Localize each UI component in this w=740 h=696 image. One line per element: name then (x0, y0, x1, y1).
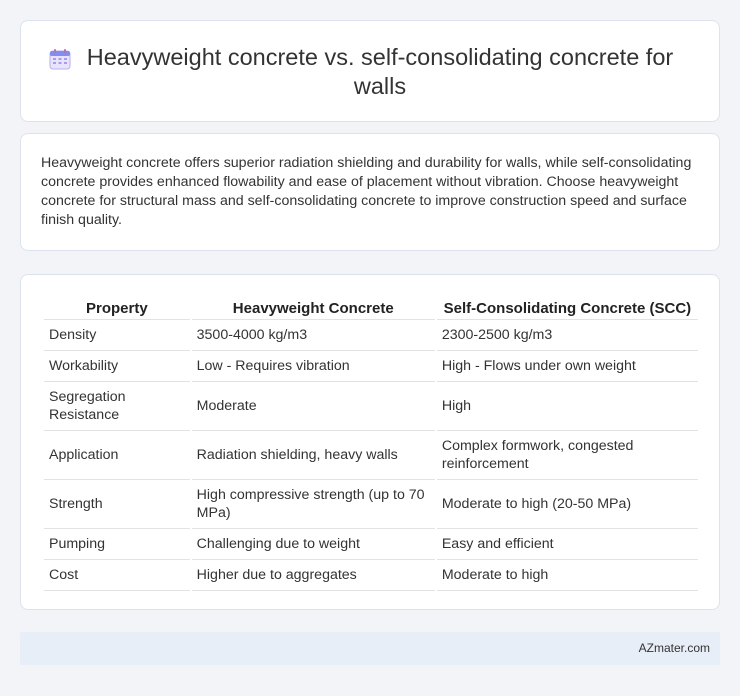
scc-cell: Moderate to high (437, 560, 698, 591)
scc-cell: High (437, 382, 698, 431)
heavyweight-cell: Moderate (192, 382, 435, 431)
property-cell: Strength (44, 480, 190, 529)
header-scc: Self-Consolidating Concrete (SCC) (437, 294, 698, 320)
header-property: Property (44, 294, 190, 320)
scc-cell: Complex formwork, congested reinforcement (437, 431, 698, 480)
table-row (44, 320, 698, 351)
property-cell: Segregation Resistance (44, 382, 190, 431)
property-cell: Cost (44, 560, 190, 591)
scc-cell: 2300-2500 kg/m3 (437, 320, 698, 351)
header-heavyweight: Heavyweight Concrete (192, 294, 435, 320)
summary-text: Heavyweight concrete offers superior radiation shielding and durability for walls, while self-consolidating concrete provides enhanced flowability and ease of placement without vibration. Choose heavyweight concrete for structural mass and self-consolidating concrete to improve construction speed and surface finish quality. (41, 155, 692, 228)
comparison-table-card (20, 274, 720, 610)
property-cell: Density (44, 320, 190, 351)
comparison-table (42, 294, 700, 591)
table-row (44, 480, 698, 529)
property-cell: Workability (44, 351, 190, 382)
table-row (44, 351, 698, 382)
table-row (44, 382, 698, 431)
scc-cell: Easy and efficient (437, 529, 698, 560)
scc-cell: Moderate to high (20-50 MPa) (437, 480, 698, 529)
scc-cell: High - Flows under own weight (437, 351, 698, 382)
table-row (44, 529, 698, 560)
footer-brand[interactable]: AZmater.com (638, 641, 710, 655)
heavyweight-cell: Low - Requires vibration (192, 351, 435, 382)
table-row (44, 560, 698, 591)
heavyweight-cell: 3500-4000 kg/m3 (192, 320, 435, 351)
table-row (44, 431, 698, 480)
page-title: Heavyweight concrete vs. self-consolidating concrete for walls (86, 44, 674, 99)
property-cell: Pumping (44, 529, 190, 560)
title-card (20, 20, 720, 122)
footer (20, 632, 720, 665)
summary-card (20, 133, 720, 251)
heavyweight-cell: Higher due to aggregates (192, 560, 435, 591)
heavyweight-cell: Challenging due to weight (192, 529, 435, 560)
table-header-row (44, 294, 698, 320)
heavyweight-cell: High compressive strength (up to 70 MPa) (192, 480, 435, 529)
property-cell: Application (44, 431, 190, 480)
heavyweight-cell: Radiation shielding, heavy walls (192, 431, 435, 480)
